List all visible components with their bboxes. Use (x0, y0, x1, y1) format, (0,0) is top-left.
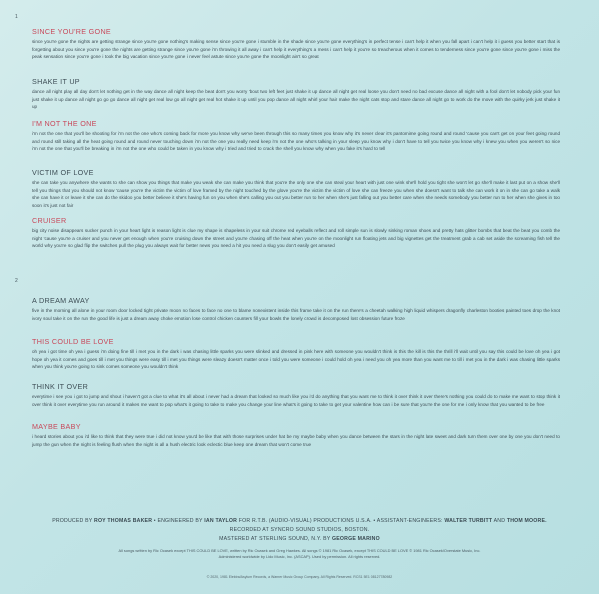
song-title: THINK IT OVER (32, 382, 89, 391)
song-shake-it-up (32, 77, 560, 111)
credits-block (0, 517, 599, 560)
song-title: MAYBE BABY (32, 422, 81, 431)
song-title: I'M NOT THE ONE (32, 119, 97, 128)
song-lyrics: everytime i see you i got to jump and shout i haven't got a clue to what it's all about i never had a dream that looked so much like you i'd do anything that you want me to think it over think it over there's nothing you could do to make me want to stop think it over think it over everytime you run around it makes me want to pop what's it going to take to make you change your line what's it going to take to get your valentine how can i be sure that you're the one for me i only know that you wanted to be free (32, 394, 560, 407)
song-lyrics: i'm not the one that you'll be shooting for i'm not the one who's coming back for more you know why we've been through this so many times you know why it's never clear it's pantomime going round and round 'cause you can't get on your feet going round and round still taking all the heat going round and round never touching down i'm not the one you really need keep i'm not the one who's talking in your sleep you know why i don't have to tell you twice you know why i knew you when you weren't so nice i'm not the one that you'll be breaking in i'm not the one who could be taken in you know why i tried and tried to crack the shell you know why when you fake it's hard to tell (32, 131, 560, 152)
song-title: SINCE YOU'RE GONE (32, 27, 112, 36)
side-number-2: 2 (15, 278, 18, 284)
copyright-notice: © 2020, 1981 Elektra/Asylum Records, a Warner Music Group Company. All Rights Reserved. RCS1 5E1 08127780982 (206, 575, 393, 579)
song-lyrics: oh yea i got time oh yea i guess i'm doing fine till i met you in the dark i was chasing little sparks you were slinked and dressed in pink here with someone you wouldn't think is this the kill is this the thrill i'll wait until you say this could be love oh yea i got hope oh yea it comes and goes till i met you things were easy till i met you things were sleazy doesn't matter once i told you were someone i could hold oh yea i need you oh yea more than you want me to till i met you in the dark i was chasing little sparks when you think you're going to sink comes someone you wouldn't think (32, 349, 560, 370)
song-think-it-over (32, 382, 560, 408)
song-a-dream-away (32, 296, 560, 322)
administration-credit: Administered worldwide by Lido Music, Inc. (ASCAP). Used by permission. All rights reserved. (218, 554, 381, 559)
song-title: A DREAM AWAY (32, 296, 90, 305)
song-lyrics: five in the morning all alone in your room door locked tight private moon no faces to face no one to blame nonexistent inside this frame take it on the run there's a cheetah walking high liquid whispers dragonfly charleston booties painted toes drop the knot ivory soul take it on the run the good life is just a dream away choke emotion lose control chicken counters fill your bowls the lonely crowd is decomposed lost obsession future froze (32, 308, 560, 321)
mastering-credit: MASTERED AT STERLING SOUND, N.Y. BY GEORGE MARINO (219, 536, 380, 542)
song-title: VICTIM OF LOVE (32, 168, 94, 177)
side-number-1: 1 (15, 14, 18, 20)
recording-credit: RECORDED AT SYNCRO SOUND STUDIOS, BOSTON. (229, 527, 370, 533)
production-credits: PRODUCED BY ROY THOMAS BAKER • ENGINEERED BY IAN TAYLOR FOR R.T.B. (AUDIO-VISUAL) PRODUCTIONS U.S.A. • ASSISTANT-ENGINEERS: WALTER TURBITT AND THOM MOORE. (52, 518, 547, 524)
song-im-not-the-one (32, 119, 560, 153)
songwriting-credit: All songs written by Ric Ocasek except THIS COULD BE LOVE, written by Ric Ocasek and Greg Hawkes. All songs © 1981 Ric Ocasek, except THIS COULD BE LOVE © 1981 Ric Ocasek/Overstate Music, Inc. (118, 548, 481, 553)
song-cruiser (32, 216, 560, 250)
song-lyrics: since you're gone the nights are getting strange since you're gone nothing's making sense since you're gone i stumble in the shade since you're gone everything's in perfect tense i can't help it when you fall apart i can't help it i guess you better start that is forgetting about you since you're gone the nights are getting strange since you're gone i'm throwing it all away i can't help it everything's a mess i can't help it you're so treacherous when it comes to tenderness since you're gone since you're gone i miss the peak sensation since you're gone i took the big vacation since you're gone i never feel astute since you're gone the moonlight ain't so great (32, 39, 560, 60)
song-lyrics: she can take you anywhere she wants to she can show you things that make you weak she can make you think that you're the only one she can steal your heart with just one wink she'll hold you tight she won't let go she'll make it last put on a show she'll tell you things that you should not know 'cause you're the victim the victim of love framed by the night touched by the glove you're the victim the victim of love she can freeze you when she doesn't want to talk she can work it on in she can go take a walk she can have it or leave it she can do the skidoo you better believe it she's having fun on you when she's calling you out you better run to her when she's just falling out you better care when she needs somebody you better run to her when she gives in too soon it's just not fair (32, 180, 560, 208)
song-title: THIS COULD BE LOVE (32, 337, 114, 346)
song-lyrics: big city noise disappears sucker punch in your heart light is reason light is clue my shape is shapeless in your suit chrome red eyeballs reflect and roll simple sun is slowly sinking roman shoes and pretty hats glitter bombs that beat the beat you comb the night 'cause you're a cruiser and you never get enough when you're cruising down the street and you're chasing off the heat when you're on the moonlight run floating jets and big vignettes get the treatment grab a cab set aside the screaming fish tell the world why you're so glad flip the switches pull the plug you always wait for better news you need a hit you need a slug you don't easily get amused (32, 228, 560, 249)
song-since-youre-gone (32, 27, 560, 61)
song-title: SHAKE IT UP (32, 77, 80, 86)
song-maybe-baby (32, 422, 560, 448)
song-victim-of-love (32, 168, 560, 209)
song-title: CRUISER (32, 216, 67, 225)
song-this-could-be-love (32, 337, 560, 371)
song-lyrics: dance all night play all day don't let nothing get in the way dance all night keep the beat don't you worry 'bout two left feet just shake it up dance all night get real loose you don't need no bad excuse dance all night with a fool don't let nobody pick your fun just shake it up dance all night go go go dance all night get real low go all night get real hot shake it up until you pop dance all night whirl your hair make the night cats stop and stare dance all night go to work do the move with the quirky jerk just shake it up (32, 89, 560, 110)
song-lyrics: i heard stories about you i'd like to think that they were true i did not know you'd be like that with those surprises under hat be my maybe baby when you dance between the stars in the night late sweet and dark turn them over one by one you don't need to jump the gun when the night is feeling flush when the night is all a hush electric look eclectic blue keep one dream that won't come true (32, 434, 560, 447)
